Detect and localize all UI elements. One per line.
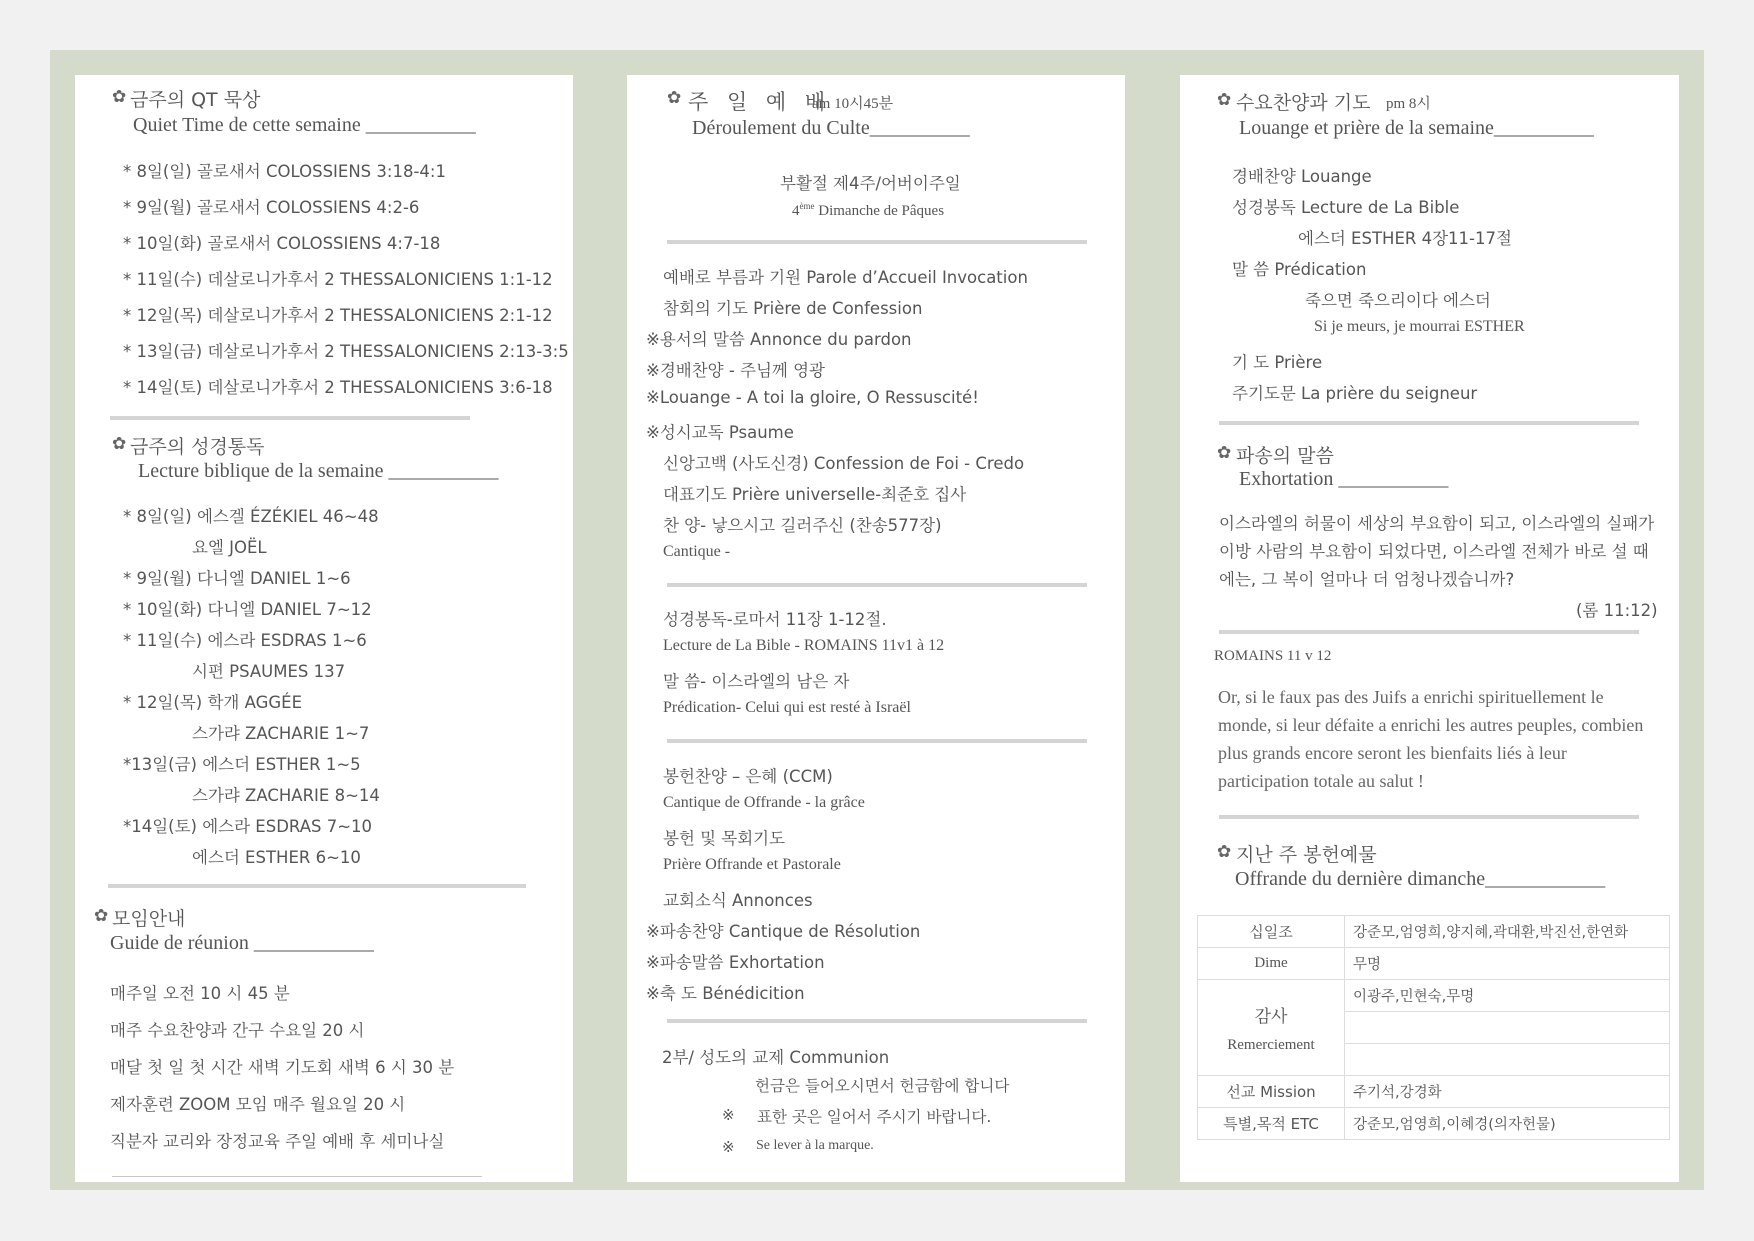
bible-reading-subtitle: Lecture biblique de la semaine ___________ [138, 460, 499, 482]
thanks-label-fr: Remerciement [1227, 1036, 1315, 1053]
list-item: 봉헌찬양 – 은혜 (CCM) [663, 767, 833, 786]
divider [108, 884, 526, 888]
list-item: Cantique de Offrande - la grâce [663, 794, 865, 811]
divider [112, 1176, 482, 1177]
flower-icon: ✿ [1217, 443, 1232, 463]
exhortation-reference: (롬 11:12) [1576, 601, 1658, 620]
flower-icon: ✿ [667, 88, 682, 108]
thanks-label-ko: 감사 [1254, 1006, 1288, 1027]
mission-names: 주기석,강경화 [1345, 1076, 1670, 1108]
etc-label: 특별,목적 ETC [1198, 1108, 1345, 1140]
flower-icon: ✿ [1217, 90, 1232, 110]
dime-names-2: 무명 [1345, 948, 1670, 980]
divider [667, 739, 1087, 743]
list-item: *13일(금) 에스더 ESTHER 1~5 [123, 755, 361, 774]
list-item: 말 씀 Prédication [1232, 260, 1367, 279]
list-item: 찬 양- 낳으시고 길러주신 (찬송577장) [663, 516, 942, 535]
list-item: 예배로 부름과 기원 Parole d’Accueil Invocation [663, 268, 1028, 287]
list-item: 교회소식 Annonces [663, 891, 813, 910]
list-item: 기 도 Prière [1232, 353, 1323, 372]
empty-cell [1345, 1044, 1670, 1076]
list-item: 에스더 ESTHER 4장11-17절 [1298, 229, 1512, 248]
list-item: 스가랴 ZACHARIE 1~7 [192, 724, 370, 743]
list-item: ※경배찬양 - 주님께 영광 [646, 361, 825, 380]
table-row [1198, 1108, 1670, 1140]
romains-reference: ROMAINS 11 v 12 [1214, 648, 1332, 664]
sunday-name-fr: 4ème Dimanche de Pâques [792, 201, 945, 219]
sunday-service-time: am 10시45분 [812, 96, 894, 112]
meeting-subtitle: Guide de réunion ____________ [110, 932, 374, 954]
list-item: ※파송찬양 Cantique de Résolution [646, 922, 921, 941]
wednesday-time: pm 8시 [1386, 96, 1431, 112]
list-item: * 11일(수) 데살로니가후서 2 THESSALONICIENS 1:1-12 [123, 270, 553, 289]
list-item: Si je meurs, je mourrai ESTHER [1314, 318, 1525, 335]
list-item: * 12일(목) 학개 AGGÉE [123, 693, 303, 712]
divider [667, 583, 1087, 587]
list-item: 매달 첫 일 첫 시간 새벽 기도회 새벽 6 시 30 분 [110, 1058, 455, 1077]
list-item: 봉헌 및 목회기도 [663, 829, 786, 848]
flower-icon: ✿ [1217, 842, 1232, 862]
list-item: Lecture de La Bible - ROMAINS 11v1 à 12 [663, 637, 945, 654]
list-item: 매주일 오전 10 시 45 분 [110, 984, 290, 1003]
list-item: 매주 수요찬양과 간구 수요일 20 시 [110, 1021, 365, 1040]
divider [667, 1019, 1087, 1023]
sunday-service-subtitle: Déroulement du Culte__________ [692, 117, 970, 139]
thanks-label [1198, 980, 1345, 1076]
list-item: 에스더 ESTHER 6~10 [192, 848, 361, 867]
bible-reading-title: 금주의 성경통독 [130, 436, 265, 458]
dime-label-ko: 십일조 [1198, 916, 1345, 948]
dime-label-fr: Dime [1198, 948, 1345, 980]
list-item: 성경봉독 Lecture de La Bible [1232, 198, 1460, 217]
wednesday-subtitle: Louange et prière de la semaine__________ [1239, 117, 1594, 139]
list-item: 성경봉독-로마서 11장 1-12절. [663, 610, 887, 629]
list-item: 경배찬양 Louange [1232, 167, 1372, 186]
offering-table [1197, 915, 1670, 1140]
list-item: * 12일(목) 데살로니가후서 2 THESSALONICIENS 2:1-12 [123, 306, 553, 325]
list-item: ※용서의 말씀 Annonce du pardon [646, 330, 912, 349]
list-item: * 8일(일) 골로새서 COLOSSIENS 3:18-4:1 [123, 162, 446, 181]
divider [667, 240, 1087, 244]
stand-note-ko: 표한 곳은 일어서 주시기 바랍니다. [757, 1108, 992, 1126]
exhortation-subtitle: Exhortation ___________ [1239, 468, 1449, 490]
list-item: 죽으면 죽으리이다 에스더 [1305, 291, 1491, 310]
dime-names: 강준모,엄영희,양지혜,곽대환,박진선,한연화 [1345, 916, 1670, 948]
list-item: 신앙고백 (사도신경) Confession de Foi - Credo [663, 454, 1025, 473]
list-item: ※Louange - A toi la gloire, O Ressuscité! [646, 388, 979, 407]
meeting-title: 모임안내 [112, 908, 186, 930]
list-item: Cantique - [663, 543, 731, 560]
wednesday-title: 수요찬양과 기도 [1236, 92, 1371, 114]
list-item: Prière Offrande et Pastorale [663, 856, 841, 873]
offering-note: 헌금은 들어오시면서 헌금함에 합니다 [755, 1077, 1010, 1095]
stand-note-fr: Se lever à la marque. [756, 1138, 874, 1153]
list-item: Prédication- Celui qui est resté à Israël [663, 699, 911, 716]
list-item: 직분자 교리와 장정교육 주일 예배 후 세미나실 [110, 1132, 445, 1151]
list-item: * 10일(화) 다니엘 DANIEL 7~12 [123, 600, 372, 619]
divider [110, 416, 470, 420]
list-item: * 9일(월) 골로새서 COLOSSIENS 4:2-6 [123, 198, 420, 217]
list-item: 스가랴 ZACHARIE 8~14 [192, 786, 380, 805]
list-item: 참회의 기도 Prière de Confession [663, 299, 923, 318]
list-item: 말 씀- 이스라엘의 남은 자 [663, 672, 850, 691]
list-item: *14일(토) 에스라 ESDRAS 7~10 [123, 817, 373, 836]
table-row [1198, 916, 1670, 948]
note-mark: ※ [722, 1140, 735, 1156]
exhortation-text: 이스라엘의 허물이 세상의 부요함이 되고, 이스라엘의 실패가 이방 사람의 부요함이 되었다면, 이스라엘 전체가 바로 설 때에는, 그 복이 얼마나 더 엄청나겠습니까? [1219, 514, 1655, 589]
divider [1219, 630, 1639, 634]
flower-icon: ✿ [94, 906, 109, 926]
table-row [1198, 948, 1670, 980]
romains-text: Or, si le faux pas des Juifs a enrichi spirituellement le monde, si leur défaite a enrichi les autres peuples, combien plus grands encore seront les bienfaits liés à leur participation totale au salut ! [1218, 687, 1644, 791]
flower-icon: ✿ [112, 434, 127, 454]
note-mark: ※ [722, 1108, 735, 1124]
list-item: * 10일(화) 골로새서 COLOSSIENS 4:7-18 [123, 234, 441, 253]
list-item: 제자훈련 ZOOM 모임 매주 월요일 20 시 [110, 1095, 406, 1114]
table-row [1198, 1076, 1670, 1108]
thanks-names: 이광주,민현숙,무명 [1345, 980, 1670, 1012]
mission-label: 선교 Mission [1198, 1076, 1345, 1108]
list-item: * 9일(월) 다니엘 DANIEL 1~6 [123, 569, 351, 588]
list-item: * 8일(일) 에스겔 ÉZÉKIEL 46~48 [123, 507, 379, 526]
list-item: ※파송말씀 Exhortation [646, 953, 825, 972]
list-item: 주기도문 La prière du seigneur [1232, 384, 1478, 403]
list-item: * 13일(금) 데살로니가후서 2 THESSALONICIENS 2:13-3:5 [123, 342, 569, 361]
empty-cell [1345, 1012, 1670, 1044]
qt-subtitle: Quiet Time de cette semaine ___________ [133, 114, 476, 136]
communion-line: 2부/ 성도의 교제 Communion [662, 1048, 890, 1067]
list-item: 요엘 JOËL [192, 538, 267, 557]
sunday-name-ko: 부활절 제4주/어버이주일 [780, 174, 961, 193]
list-item: 시편 PSAUMES 137 [192, 662, 346, 681]
qt-title: 금주의 QT 묵상 [130, 89, 261, 111]
offering-subtitle: Offrande du dernière dimanche____________ [1235, 868, 1606, 890]
divider [1219, 421, 1639, 425]
exhortation-title: 파송의 말씀 [1236, 445, 1334, 467]
list-item: 대표기도 Prière universelle-최준호 집사 [663, 485, 967, 504]
list-item: ※성시교독 Psaume [646, 423, 794, 442]
sunday-service-title: 주 일 예 배 [688, 90, 832, 114]
divider [1219, 815, 1639, 819]
table-row [1198, 980, 1670, 1012]
list-item: ※축 도 Bénédicition [646, 984, 805, 1003]
list-item: * 11일(수) 에스라 ESDRAS 1~6 [123, 631, 367, 650]
flower-icon: ✿ [112, 87, 127, 107]
offering-title: 지난 주 봉헌예물 [1236, 844, 1377, 866]
etc-names: 강준모,엄영희,이혜경(의자헌물) [1345, 1108, 1670, 1140]
list-item: * 14일(토) 데살로니가후서 2 THESSALONICIENS 3:6-18 [123, 378, 553, 397]
